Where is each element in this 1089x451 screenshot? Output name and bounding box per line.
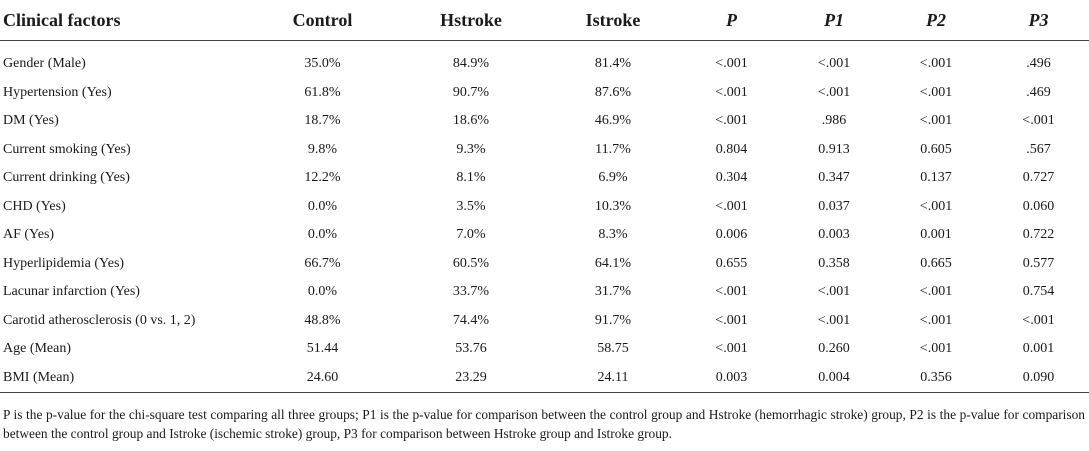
row-label: Carotid atherosclerosis (0 vs. 1, 2) bbox=[3, 312, 196, 328]
row-label: CHD (Yes) bbox=[3, 198, 66, 214]
table-cell: 33.7% bbox=[452, 284, 490, 300]
table-row bbox=[0, 136, 1089, 165]
table-cell: 0.665 bbox=[920, 255, 952, 271]
header-clinical-factors: Clinical factors bbox=[3, 9, 121, 30]
table-cell: 0.001 bbox=[920, 227, 952, 243]
table-cell: <.001 bbox=[715, 341, 748, 357]
table-cell: 6.9% bbox=[598, 170, 628, 186]
table-cell: <.001 bbox=[715, 84, 748, 100]
table-cell: 31.7% bbox=[594, 284, 632, 300]
header-p: P bbox=[726, 9, 737, 30]
table-cell: 0.0% bbox=[307, 284, 338, 300]
table-cell: 8.1% bbox=[456, 170, 486, 186]
header-p2: P2 bbox=[926, 9, 946, 30]
header-row bbox=[0, 0, 1089, 41]
table-cell: 0.060 bbox=[1022, 198, 1055, 214]
table-cell: 0.754 bbox=[1022, 284, 1055, 300]
table-row bbox=[0, 107, 1089, 136]
table-row bbox=[0, 278, 1089, 307]
table-cell: 10.3% bbox=[594, 198, 632, 214]
table-cell: 0.804 bbox=[715, 141, 748, 157]
table-cell: <.001 bbox=[919, 56, 953, 72]
table-cell: 0.001 bbox=[1022, 341, 1055, 357]
table-cell: 0.577 bbox=[1022, 255, 1055, 271]
table-cell: 0.260 bbox=[818, 341, 850, 357]
table-cell: 11.7% bbox=[595, 141, 631, 157]
table-cell: <.001 bbox=[715, 312, 748, 328]
row-label: Lacunar infarction (Yes) bbox=[3, 284, 140, 300]
table-cell: 0.037 bbox=[818, 198, 850, 214]
table-cell: <.001 bbox=[817, 56, 851, 72]
table-cell: 24.11 bbox=[597, 369, 629, 385]
row-label: BMI (Mean) bbox=[3, 369, 75, 385]
table-cell: 84.9% bbox=[452, 56, 490, 72]
table-cell: 0.137 bbox=[920, 170, 952, 186]
table-cell: <.001 bbox=[1022, 312, 1055, 328]
table-cell: 0.913 bbox=[818, 141, 850, 157]
table-cell: <.001 bbox=[715, 113, 748, 129]
table-row bbox=[0, 50, 1089, 79]
table-row bbox=[0, 335, 1089, 364]
table-cell: <.001 bbox=[715, 56, 748, 72]
row-label: AF (Yes) bbox=[3, 227, 55, 243]
table-cell: 53.76 bbox=[455, 341, 487, 357]
table-cell: <.001 bbox=[817, 312, 851, 328]
header-istroke: Istroke bbox=[585, 9, 641, 30]
table-cell: 61.8% bbox=[304, 84, 341, 100]
table-cell: 74.4% bbox=[452, 312, 490, 328]
header-p3: P3 bbox=[1028, 9, 1049, 30]
table-cell: 0.004 bbox=[818, 369, 850, 385]
row-label: Age (Mean) bbox=[3, 341, 72, 357]
table-cell: 18.6% bbox=[452, 113, 490, 129]
table-cell: 46.9% bbox=[594, 113, 632, 129]
table-cell: 0.003 bbox=[818, 227, 850, 243]
table-cell: <.001 bbox=[1022, 113, 1055, 129]
table-cell: .469 bbox=[1026, 84, 1051, 100]
header-hstroke: Hstroke bbox=[440, 9, 502, 30]
table-cell: 51.44 bbox=[306, 341, 339, 357]
table-cell: <.001 bbox=[919, 341, 953, 357]
table-cell: 0.0% bbox=[307, 198, 338, 214]
table-cell: 48.8% bbox=[304, 312, 341, 328]
table-cell: 66.7% bbox=[304, 255, 341, 271]
table-row bbox=[0, 307, 1089, 336]
table-cell: 24.60 bbox=[306, 369, 339, 385]
table-cell: 0.006 bbox=[715, 227, 748, 243]
row-label: Hypertension (Yes) bbox=[3, 84, 112, 100]
table-cell: 9.8% bbox=[307, 141, 338, 157]
header-p1: P1 bbox=[824, 9, 844, 30]
row-label: Current smoking (Yes) bbox=[3, 141, 131, 157]
table-cell: <.001 bbox=[919, 312, 953, 328]
table-cell: 23.29 bbox=[455, 369, 487, 385]
table-row bbox=[0, 193, 1089, 222]
table-cell: 35.0% bbox=[304, 56, 341, 72]
table-cell: 12.2% bbox=[304, 170, 341, 186]
table-cell: 9.3% bbox=[456, 141, 486, 157]
table-cell: <.001 bbox=[919, 198, 953, 214]
table-cell: <.001 bbox=[919, 84, 953, 100]
table-cell: .986 bbox=[821, 113, 847, 129]
table-cell: <.001 bbox=[817, 84, 851, 100]
header-control: Control bbox=[292, 9, 353, 30]
row-label: Hyperlipidemia (Yes) bbox=[3, 255, 125, 271]
table-cell: .567 bbox=[1026, 141, 1051, 157]
table-cell: 18.7% bbox=[304, 113, 341, 129]
table-cell: 58.75 bbox=[597, 341, 629, 357]
table-cell: 91.7% bbox=[594, 312, 632, 328]
table-cell: 87.6% bbox=[594, 84, 632, 100]
table-cell: 7.0% bbox=[456, 227, 486, 243]
table-cell: 0.727 bbox=[1022, 170, 1055, 186]
table-cell: 0.347 bbox=[818, 170, 850, 186]
table-cell: 0.605 bbox=[920, 141, 952, 157]
table-cell: <.001 bbox=[715, 198, 748, 214]
table-cell: 0.0% bbox=[307, 227, 338, 243]
table-cell: <.001 bbox=[817, 284, 851, 300]
table-cell: 64.1% bbox=[594, 255, 632, 271]
table-cell: 0.090 bbox=[1022, 369, 1055, 385]
table-footnote: P is the p-value for the chi-square test comparing all three groups; P1 is the p-value for comparison between the control group and Hstroke (hemorrhagic stroke) group, P2 is the p-value for comparison between the control group and Istroke (ischemic stroke) group, P3 for comparison between Hstroke group and Istroke group. bbox=[3, 407, 1085, 441]
table-row bbox=[0, 221, 1089, 250]
table-cell: <.001 bbox=[919, 284, 953, 300]
table-row bbox=[0, 164, 1089, 193]
table-cell: 0.304 bbox=[715, 170, 748, 186]
table-cell: 90.7% bbox=[452, 84, 490, 100]
row-label: Gender (Male) bbox=[3, 56, 86, 72]
table-header bbox=[0, 0, 1089, 41]
table-cell: 8.3% bbox=[598, 227, 628, 243]
row-label: DM (Yes) bbox=[3, 113, 59, 129]
table-body bbox=[0, 41, 1089, 393]
table-cell: <.001 bbox=[715, 284, 748, 300]
table-cell: 0.356 bbox=[920, 369, 952, 385]
table-row bbox=[0, 364, 1089, 393]
table-cell: 0.655 bbox=[715, 255, 748, 271]
table-cell: 3.5% bbox=[456, 198, 486, 214]
table-cell: 60.5% bbox=[452, 255, 490, 271]
table-row bbox=[0, 250, 1089, 279]
table-cell: <.001 bbox=[919, 113, 953, 129]
table-cell: .496 bbox=[1026, 56, 1051, 72]
table-cell: 0.722 bbox=[1022, 227, 1055, 243]
spacer-row bbox=[0, 41, 1089, 51]
table-cell: 81.4% bbox=[594, 56, 632, 72]
table-cell: 0.358 bbox=[818, 255, 850, 271]
table-cell: 0.003 bbox=[715, 369, 748, 385]
table-row bbox=[0, 79, 1089, 108]
row-label: Current drinking (Yes) bbox=[3, 170, 130, 186]
